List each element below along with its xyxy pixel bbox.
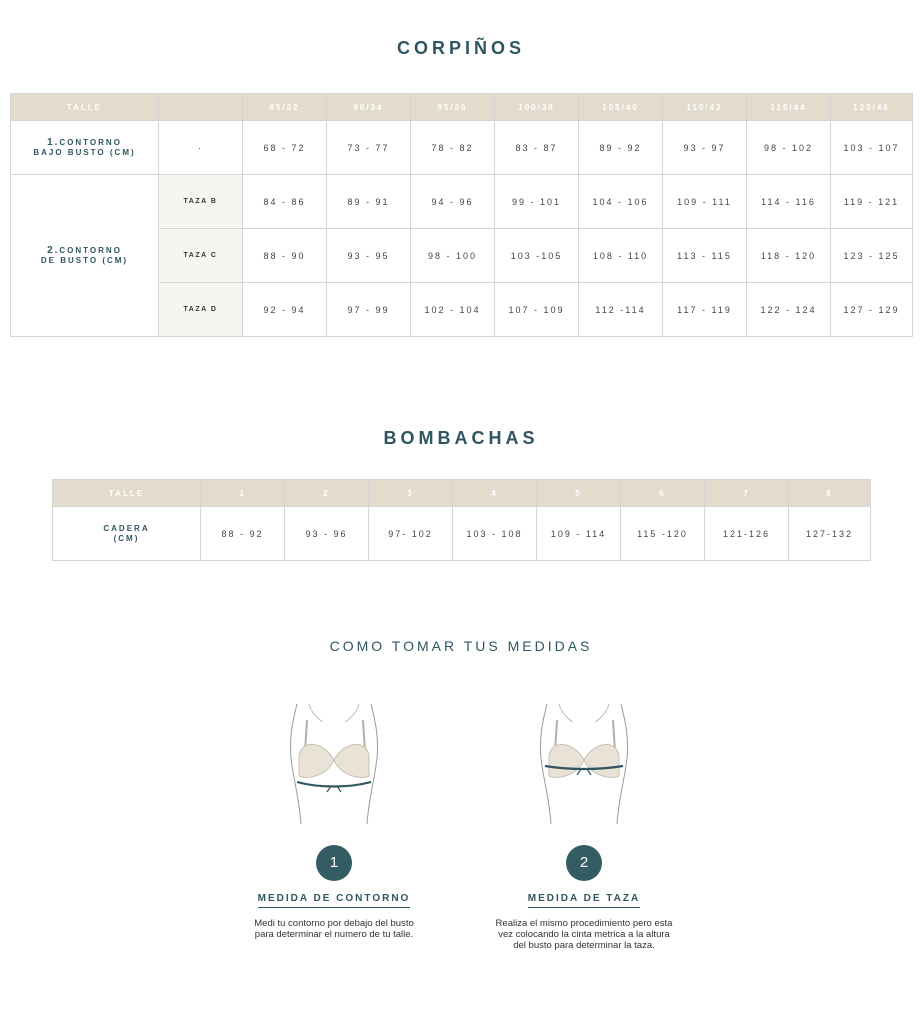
header-talle: TALLE [11,94,159,121]
table-cell: 112 -114 [579,283,663,337]
table-row [53,507,871,561]
table-cell: 103 -105 [495,229,579,283]
header-size: 3 [369,480,453,507]
table-cell: 104 - 106 [579,175,663,229]
cup-label: TAZA D [159,283,243,337]
table-cell: 115 -120 [621,507,705,561]
table-cell: 127-132 [789,507,871,561]
table-cell: 98 - 102 [747,121,831,175]
table-cell: 73 - 77 [327,121,411,175]
bra-bust-illustration-icon [529,700,639,825]
table-cell: 99 - 101 [495,175,579,229]
table-cell: 123 - 125 [831,229,913,283]
measure-step-bust [484,700,684,951]
header-size: 120/46 [831,94,913,121]
table-cell: 89 - 92 [579,121,663,175]
cup-label: TAZA B [159,175,243,229]
table-cell: 68 - 72 [243,121,327,175]
table-header-row [53,480,871,507]
corpinos-size-table [10,93,913,337]
table-cell: 97 - 99 [327,283,411,337]
table-cell: 107 - 109 [495,283,579,337]
step-description: Realiza el mismo procedimiento pero esta vez colocando la cinta metrica a la altura del busto para determinar la taza. [495,918,673,951]
measure-guide-title: COMO TOMAR TUS MEDIDAS [329,638,593,654]
table-cell: 78 - 82 [411,121,495,175]
table-cell: 93 - 97 [663,121,747,175]
table-cell: 113 - 115 [663,229,747,283]
header-size: 90/34 [327,94,411,121]
header-size: 100/38 [495,94,579,121]
table-header-row [11,94,913,121]
header-size: 95/36 [411,94,495,121]
underbust-sub: · [159,121,243,175]
header-size: 110/42 [663,94,747,121]
bombachas-size-table [52,479,871,561]
table-cell: 122 - 124 [747,283,831,337]
table-cell: 119 - 121 [831,175,913,229]
table-cell: 109 - 111 [663,175,747,229]
bombachas-title: BOMBACHAS [383,428,539,448]
table-cell: 83 - 87 [495,121,579,175]
table-cell: 102 - 104 [411,283,495,337]
header-size: 2 [285,480,369,507]
table-cell: 97- 102 [369,507,453,561]
table-cell: 118 - 120 [747,229,831,283]
header-size: 1 [201,480,285,507]
header-talle: TALLE [53,480,201,507]
table-cell: 88 - 90 [243,229,327,283]
table-cell: 88 - 92 [201,507,285,561]
bust-label: 2.CONTORNO DE BUSTO (CM) [11,175,159,337]
header-size: 5 [537,480,621,507]
header-size: 8 [789,480,871,507]
header-size: 7 [705,480,789,507]
table-cell: 108 - 110 [579,229,663,283]
corpinos-title: CORPIÑOS [396,38,525,58]
header-size: 4 [453,480,537,507]
step-title: MEDIDA DE TAZA [528,893,640,908]
table-cell: 89 - 91 [327,175,411,229]
hip-label: CADERA (CM) [53,507,201,561]
table-cell: 103 - 107 [831,121,913,175]
table-cell: 93 - 96 [285,507,369,561]
step-number-badge: 1 [316,845,352,881]
table-cell: 94 - 96 [411,175,495,229]
bra-underbust-illustration-icon [279,700,389,825]
table-cell: 84 - 86 [243,175,327,229]
table-cell: 98 - 100 [411,229,495,283]
table-cell: 92 - 94 [243,283,327,337]
table-cell: 121-126 [705,507,789,561]
table-row [11,175,913,229]
step-description: Medi tu contorno por debajo del busto para determinar el numero de tu talle. [254,918,414,940]
header-size: 6 [621,480,705,507]
header-size: 105/40 [579,94,663,121]
table-cell: 117 - 119 [663,283,747,337]
table-cell: 93 - 95 [327,229,411,283]
table-cell: 109 - 114 [537,507,621,561]
underbust-label: 1.CONTORNO BAJO BUSTO (CM) [11,121,159,175]
cup-label: TAZA C [159,229,243,283]
header-empty [159,94,243,121]
table-cell: 114 - 116 [747,175,831,229]
step-title: MEDIDA DE CONTORNO [258,893,411,908]
header-size: 115/44 [747,94,831,121]
table-cell: 103 - 108 [453,507,537,561]
step-number-badge: 2 [566,845,602,881]
measure-step-underbust [234,700,434,940]
header-size: 85/32 [243,94,327,121]
table-row [11,121,913,175]
table-cell: 127 - 129 [831,283,913,337]
